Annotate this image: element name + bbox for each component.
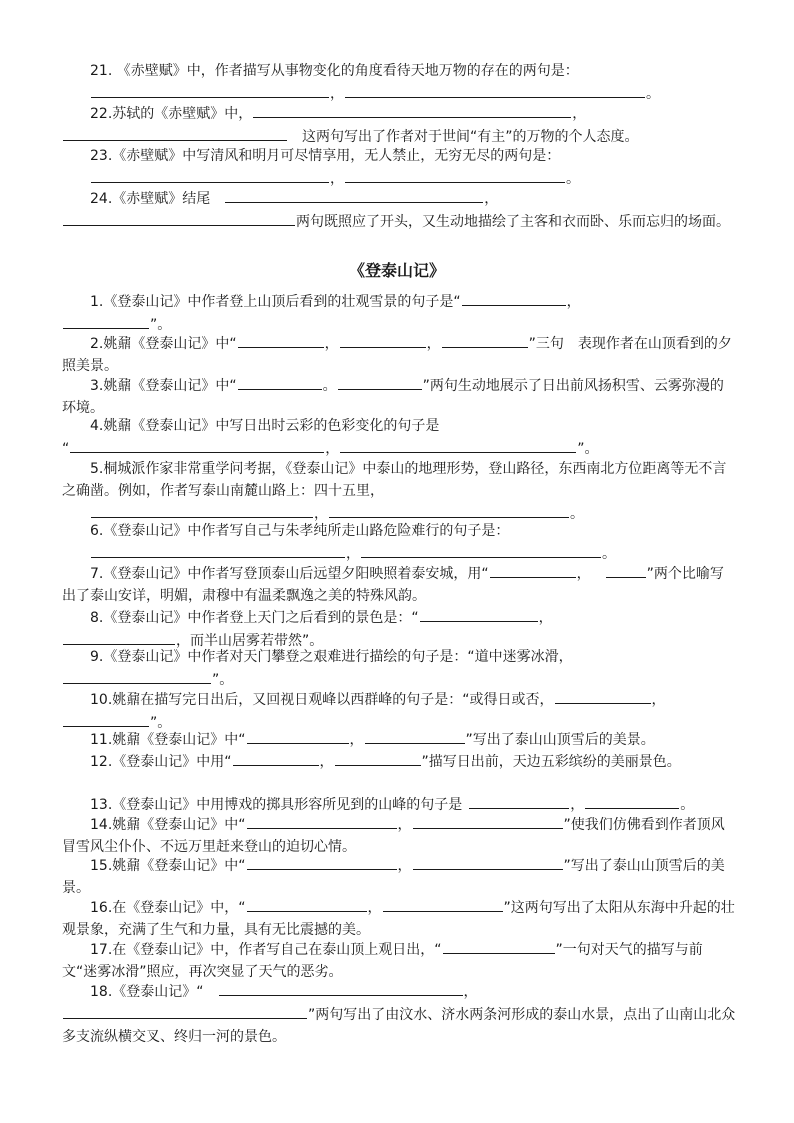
question-d8: 8.《登泰山记》中作者登上天门之后看到的景色是：“ ， ，而半山居雾若带然”。 xyxy=(62,606,736,652)
question-d13: 13.《登泰山记》中用博戏的掷具形容所见到的山峰的句子是 ， 。 xyxy=(62,793,736,816)
answer-blank[interactable] xyxy=(490,562,576,578)
question-d7: 7.《登泰山记》中作者写登顶泰山后远望夕阳映照着泰安城，用“ ， ”两个比喻写出了泰山安详，明媚，肃穆中有温柔飘逸之美的特殊风韵。 xyxy=(62,562,736,607)
answer-blank[interactable] xyxy=(247,854,397,870)
question-d3: 3.姚鼐《登泰山记》中“ 。 ”两句生动地展示了日出前风扬积雪、云雾弥漫的环境。 xyxy=(62,374,736,419)
question-d17: 17.在《登泰山记》中，作者写自己在泰山顶上观日出，“ ”一句对天气的描写与前文“迷雾冰滑”照应，再次突显了天气的恶劣。 xyxy=(62,938,736,983)
answer-blank[interactable] xyxy=(63,711,149,727)
answer-blank[interactable] xyxy=(361,542,601,558)
question-d14: 14.姚鼐《登泰山记》中“ ， ”使我们仿佛看到作者顶风冒雪风尘仆仆、不远万里赶来登山的迫切心情。 xyxy=(62,813,736,858)
answer-blank[interactable] xyxy=(345,82,645,98)
question-24: 24.《赤壁赋》结尾 ， 两句既照应了开头，又生动地描绘了主客和衣而卧、乐而忘归的场面。 xyxy=(62,187,736,233)
question-d10: 10.姚鼐在描写完日出后，又回视日观峰以西群峰的句子是：“或得日或否， ， ”。 xyxy=(62,688,736,734)
section-title: 《登泰山记》 xyxy=(348,261,445,280)
answer-blank[interactable] xyxy=(63,313,149,329)
answer-blank[interactable] xyxy=(247,813,397,829)
question-d5: 5.桐城派作家非常重学问考据，《登泰山记》中泰山的地理形势，登山路径，东西南北方位距离等无不言之确凿。例如，作者写泰山南麓山路上：四十五里， ， 。 xyxy=(62,461,727,522)
question-d1: 1.《登泰山记》中作者登上山顶后看到的壮观雪景的句子是“ ， ”。 xyxy=(62,290,736,336)
question-d6: 6.《登泰山记》中作者写自己与朱孝纯所走山路危险难行的句子是： ， 。 xyxy=(90,523,616,562)
question-d9: 9.《登泰山记》中作者对天门攀登之艰难进行描绘的句子是：“道中迷雾冰滑， ”。 xyxy=(62,646,736,691)
answer-blank[interactable] xyxy=(443,938,555,954)
answer-blank[interactable] xyxy=(329,502,569,518)
answer-blank[interactable] xyxy=(233,750,319,766)
answer-blank[interactable] xyxy=(225,187,483,203)
answer-blank[interactable] xyxy=(91,542,345,558)
answer-blank[interactable] xyxy=(338,374,422,390)
answer-blank[interactable] xyxy=(238,332,324,348)
answer-blank[interactable] xyxy=(383,896,503,912)
answer-blank[interactable] xyxy=(442,332,528,348)
answer-blank[interactable] xyxy=(63,210,295,226)
answer-blank[interactable] xyxy=(469,793,569,809)
question-22: 22.苏轼的《赤壁赋》中， ， 这两句写出了作者对于世间“有主”的万物的个人态度。 xyxy=(62,102,736,148)
answer-blank[interactable] xyxy=(247,728,349,744)
answer-blank[interactable] xyxy=(340,437,576,453)
answer-blank[interactable] xyxy=(70,437,324,453)
answer-blank[interactable] xyxy=(462,290,566,306)
answer-blank[interactable] xyxy=(247,896,367,912)
answer-blank[interactable] xyxy=(365,728,465,744)
answer-blank[interactable] xyxy=(63,629,175,645)
question-21: 21. 《赤壁赋》中，作者描写从事物变化的角度看待天地万物的存在的两句是： ， 。 xyxy=(90,63,660,102)
question-d15: 15.姚鼐《登泰山记》中“ ， ”写出了泰山山顶雪后的美景。 xyxy=(62,854,736,899)
answer-blank[interactable] xyxy=(340,332,426,348)
answer-blank[interactable] xyxy=(63,125,287,141)
question-d16: 16.在《登泰山记》中，“ ， ”这两句写出了太阳从东海中升起的壮观景象，充满了生气和力量，具有无比震撼的美。 xyxy=(62,896,736,941)
answer-blank[interactable] xyxy=(253,102,571,118)
answer-blank[interactable] xyxy=(63,1003,307,1019)
answer-blank[interactable] xyxy=(413,813,563,829)
answer-blank[interactable] xyxy=(238,374,322,390)
answer-blank[interactable] xyxy=(606,562,646,578)
answer-blank[interactable] xyxy=(91,167,329,183)
answer-blank[interactable] xyxy=(335,750,421,766)
question-23: 23.《赤壁赋》中写清风和明月可尽情享用，无人禁止，无穷无尽的两句是： ， 。 xyxy=(90,148,580,187)
answer-blank[interactable] xyxy=(413,854,563,870)
answer-blank[interactable] xyxy=(63,668,211,684)
answer-blank[interactable] xyxy=(91,82,329,98)
question-d12: 12.《登泰山记》中用“ ， ”描写日出前，天边五彩缤纷的美丽景色。 xyxy=(62,750,736,773)
answer-blank[interactable] xyxy=(219,980,463,996)
answer-blank[interactable] xyxy=(420,606,538,622)
answer-blank[interactable] xyxy=(91,502,313,518)
answer-blank[interactable] xyxy=(555,688,651,704)
question-d2: 2.姚鼐《登泰山记》中“ ， ， ”三句 表现作者在山顶看到的夕照美景。 xyxy=(62,332,736,377)
answer-blank[interactable] xyxy=(585,793,679,809)
question-d18: 18.《登泰山记》“ ， ”两句写出了由汶水、济水两条河形成的泰山水景，点出了山南山北众多支流纵横交叉、终归一河的景色。 xyxy=(62,980,736,1048)
question-d4: 4.姚鼐《登泰山记》中写日出时云彩的色彩变化的句子是 “ ， ”。 xyxy=(62,418,599,457)
question-d11: 11.姚鼐《登泰山记》中“ ， ”写出了泰山山顶雪后的美景。 xyxy=(62,728,736,751)
answer-blank[interactable] xyxy=(345,167,565,183)
